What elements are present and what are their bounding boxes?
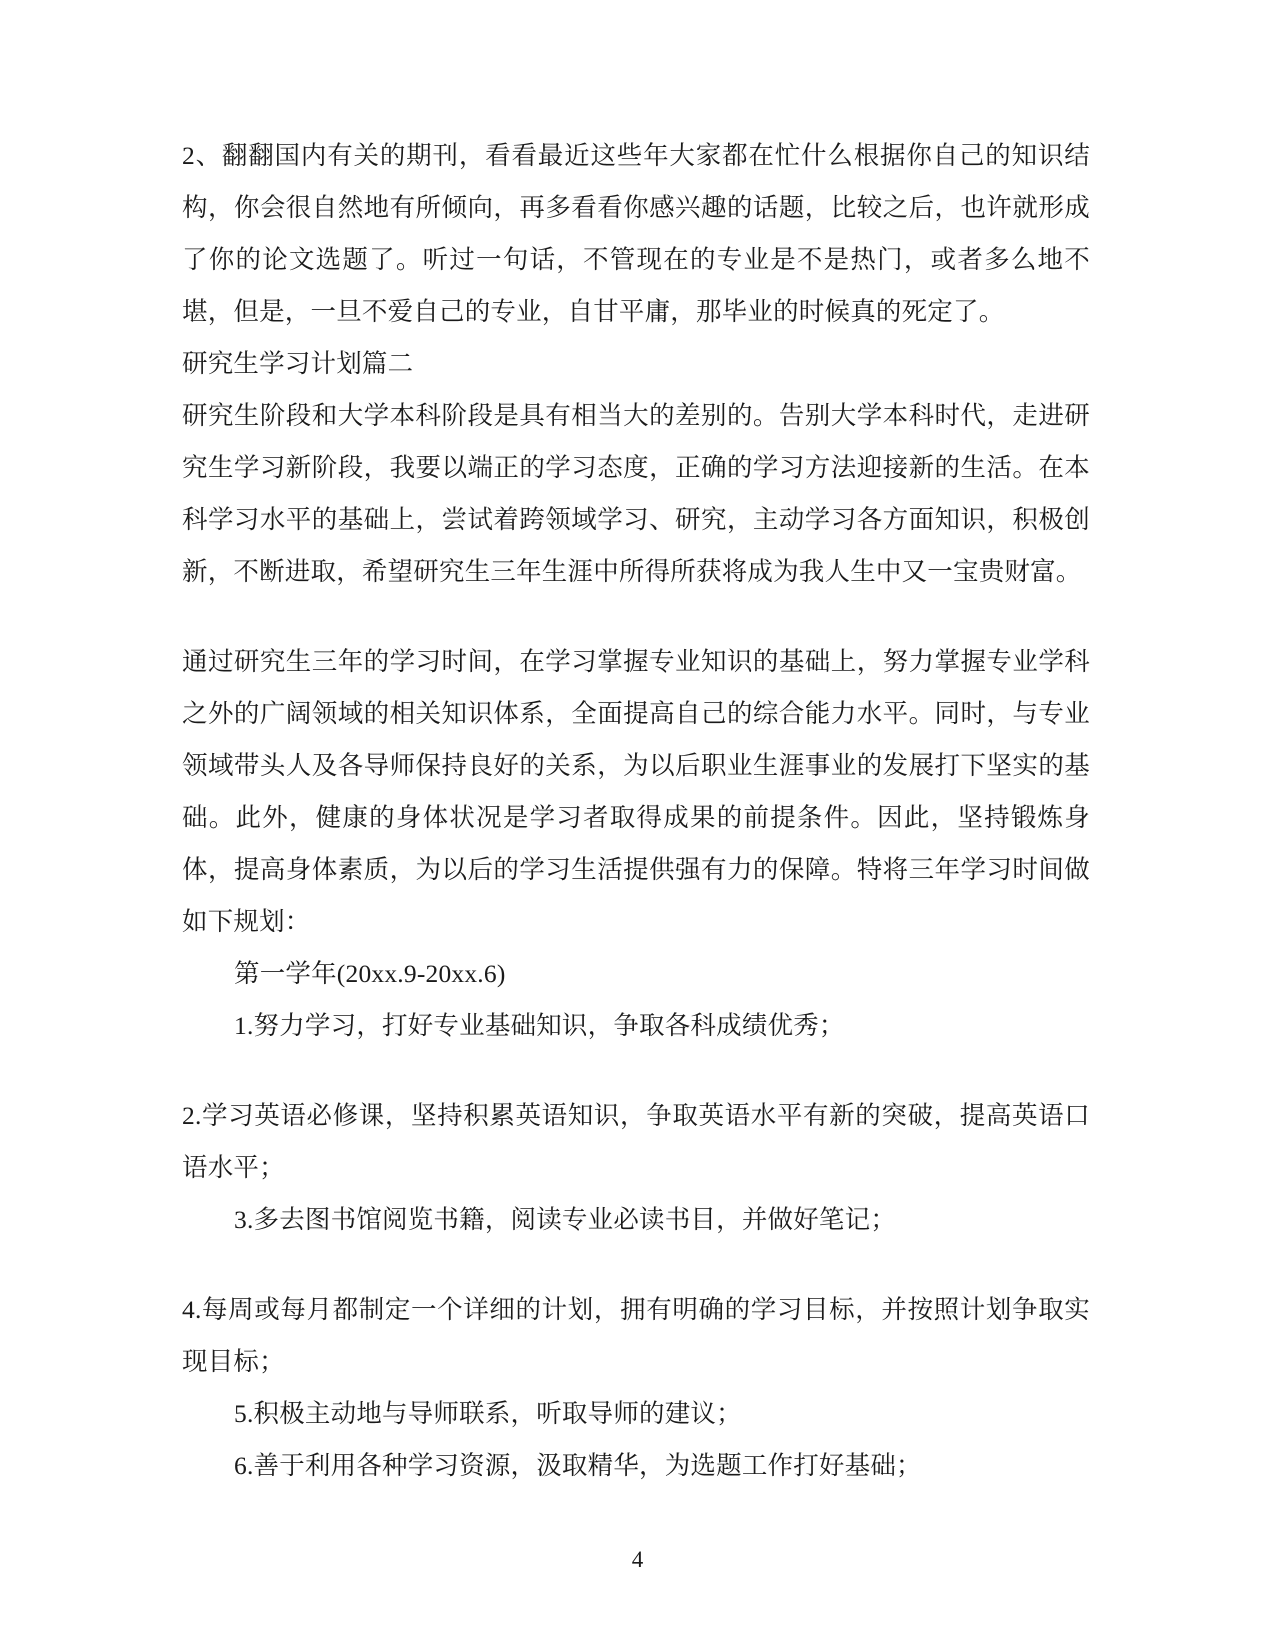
- list-item-3: 3.多去图书馆阅览书籍，阅读专业必读书目，并做好笔记；: [234, 1205, 897, 1234]
- list-item-6: 6.善于利用各种学习资源，汲取精华，为选题工作打好基础；: [234, 1451, 922, 1480]
- list-item-4: 4.每周或每月都制定一个详细的计划，拥有明确的学习目标，并按照计划争取实现目标；: [182, 1295, 1090, 1376]
- paragraph-spacer-2: [182, 1052, 1090, 1090]
- paragraph-spacer-1: [182, 598, 1090, 636]
- document-body: [182, 130, 1090, 1492]
- section-heading-part-two: 研究生学习计划篇二: [182, 349, 414, 378]
- page-number: 4: [631, 1547, 644, 1572]
- paragraph-grad-vs-undergrad: 研究生阶段和大学本科阶段是具有相当大的差别的。告别大学本科时代，走进研究生学习新阶段，我要以端正的学习态度，正确的学习方法迎接新的生活。在本科学习水平的基础上，尝试着跨领域学习、研究，主动学习各方面知识，积极创新，不断进取，希望研究生三年生涯中所得所获将成为我人生中又一宝贵财富。: [182, 401, 1090, 586]
- paragraph-three-year-goals: 通过研究生三年的学习时间，在学习掌握专业知识的基础上，努力掌握专业学科之外的广阔领域的相关知识体系，全面提高自己的综合能力水平。同时，与专业领域带头人及各导师保持良好的关系，为以后职业生涯事业的发展打下坚实的基础。此外，健康的身体状况是学习者取得成果的前提条件。因此，坚持锻炼身体，提高身体素质，为以后的学习生活提供强有力的保障。特将三年学习时间做如下规划：: [182, 647, 1090, 936]
- list-item-1: 1.努力学习，打好专业基础知识，争取各科成绩优秀；: [234, 1011, 845, 1040]
- subheading-first-academic-year: 第一学年(20xx.9-20xx.6): [234, 959, 506, 988]
- paragraph-journal-advice: 2、翻翻国内有关的期刊，看看最近这些年大家都在忙什么根据你自己的知识结构，你会很自然地有所倾向，再多看看你感兴趣的话题，比较之后，也许就形成了你的论文选题了。听过一句话，不管现在的专业是不是热门，或者多么地不堪，但是，一旦不爱自己的专业，自甘平庸，那毕业的时候真的死定了。: [182, 141, 1090, 326]
- list-item-2: 2.学习英语必修课，坚持积累英语知识，争取英语水平有新的突破，提高英语口语水平；: [182, 1101, 1090, 1182]
- paragraph-spacer-3: [182, 1246, 1090, 1284]
- list-item-5: 5.积极主动地与导师联系，听取导师的建议；: [234, 1399, 742, 1428]
